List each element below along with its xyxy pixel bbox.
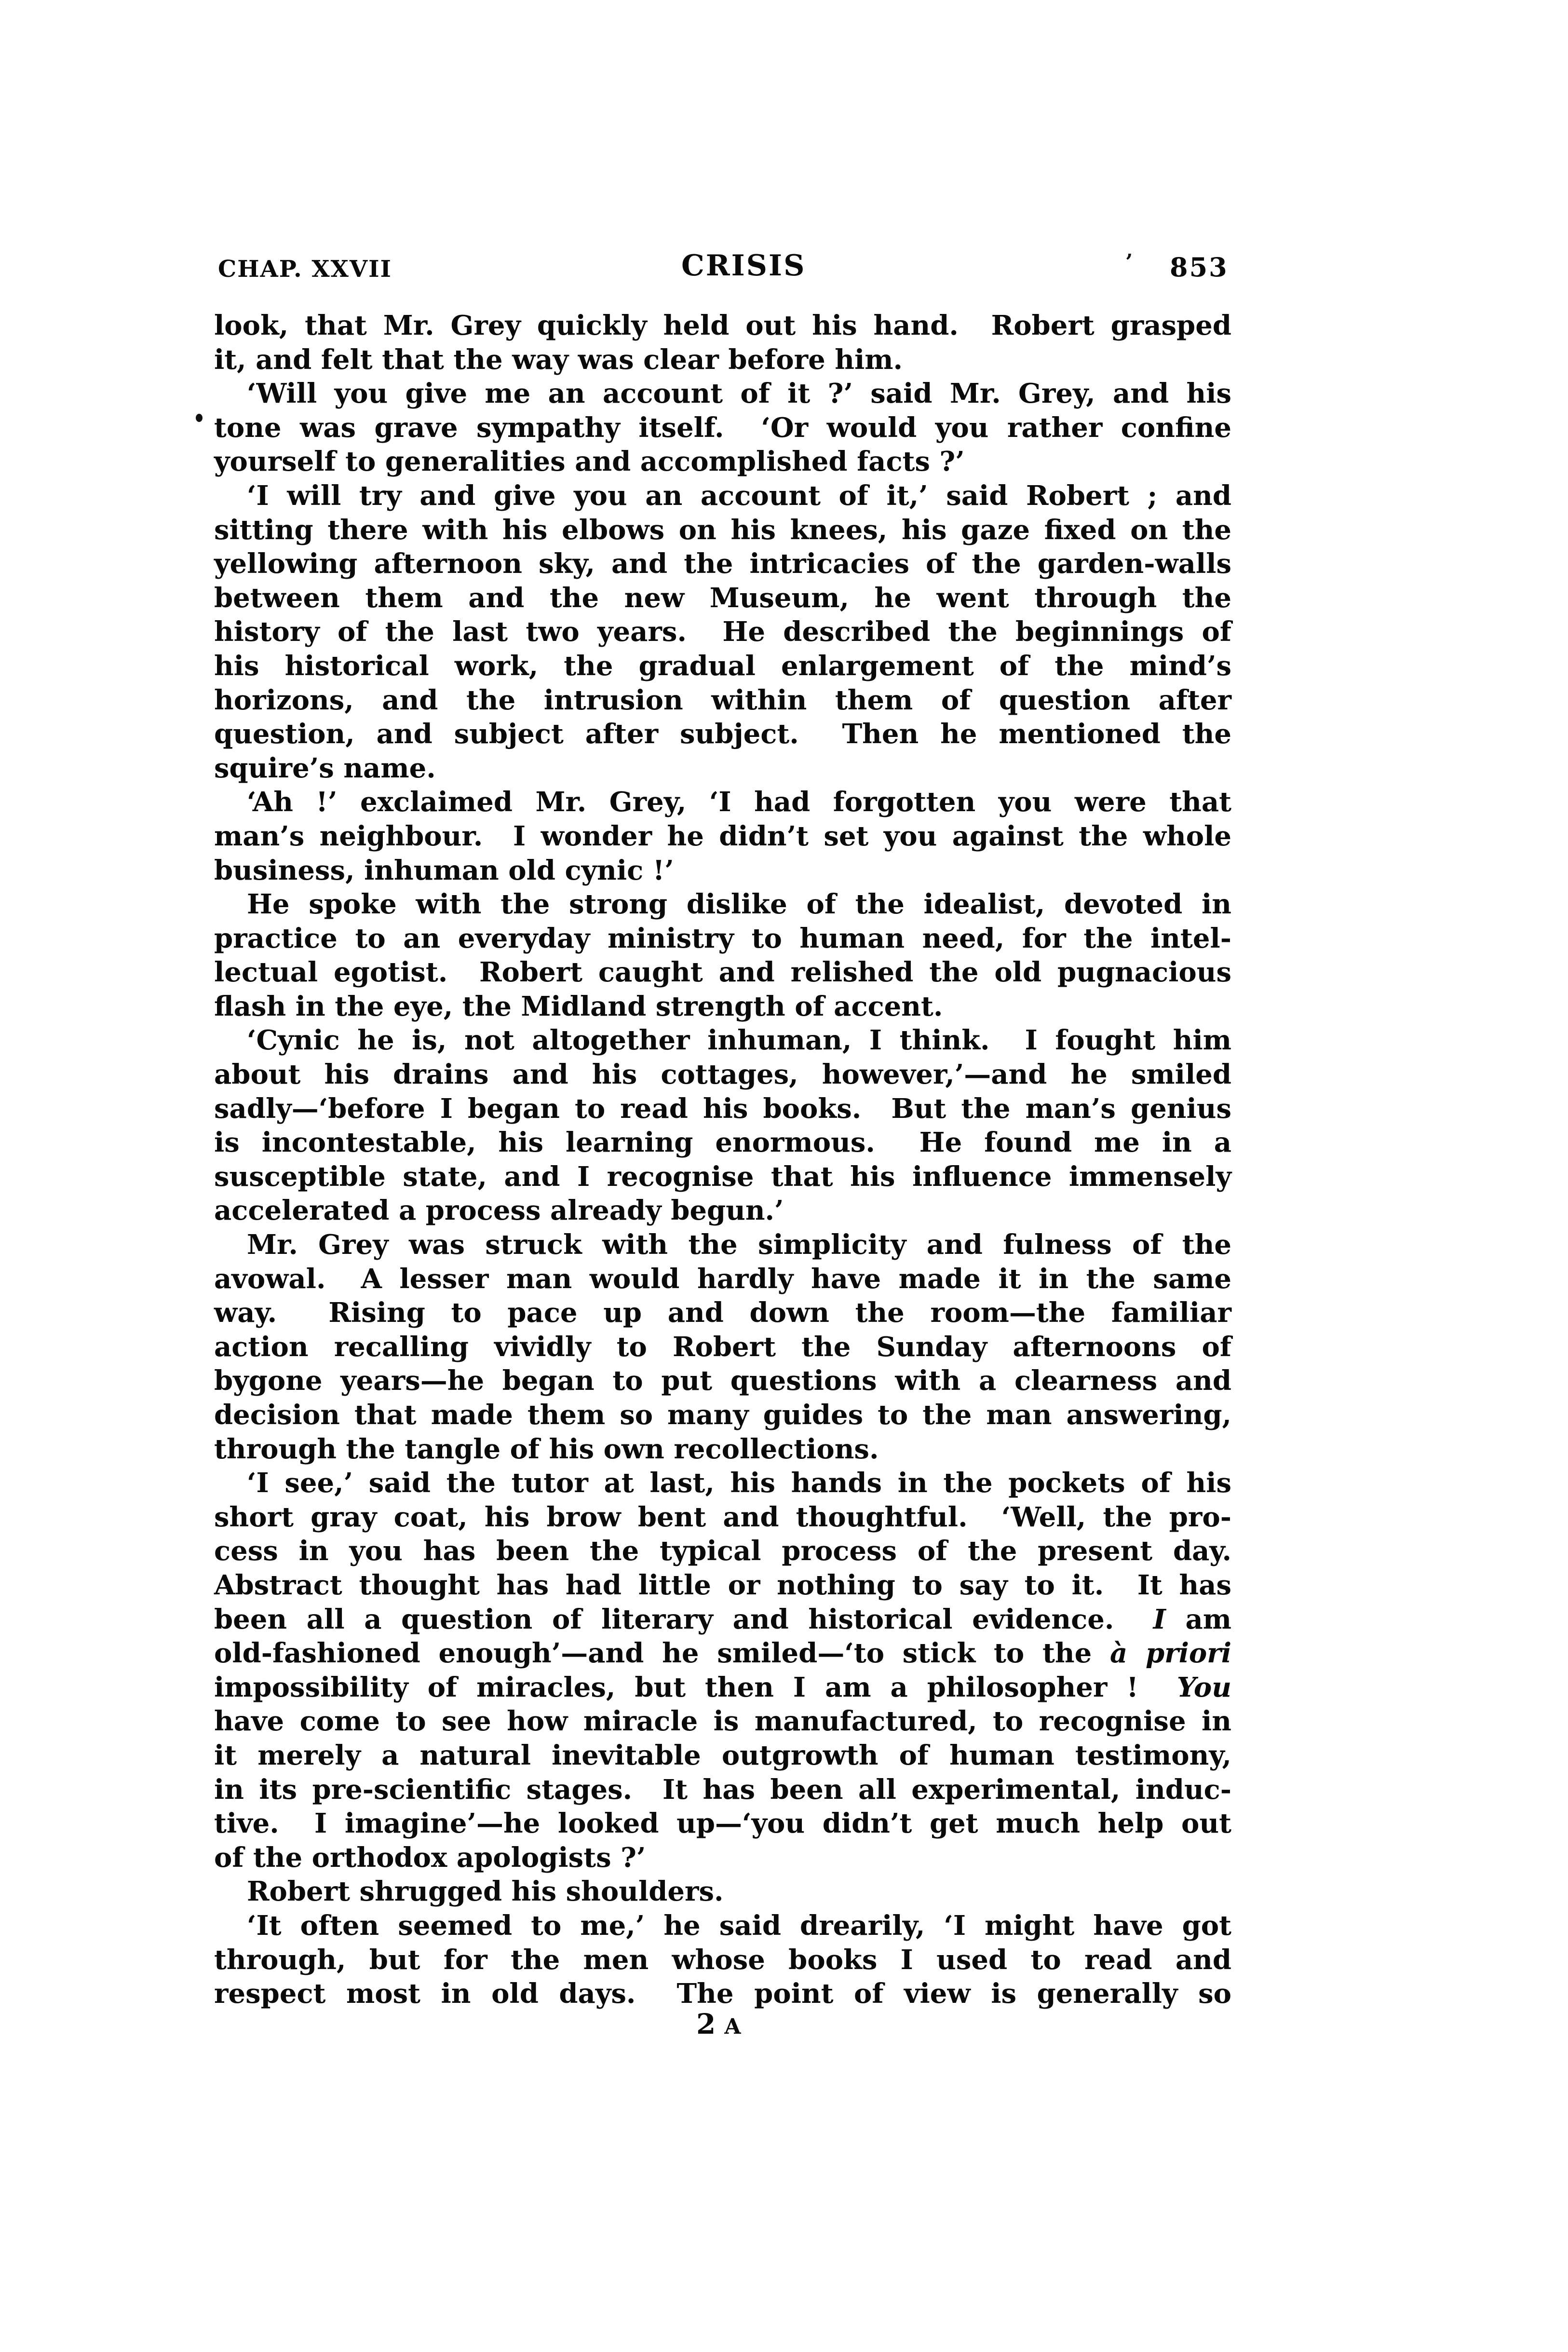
text-segment: through, but for the men whose books I used to read and: [214, 1944, 1231, 1976]
text-line: [214, 1058, 1231, 1092]
text-segment: about his drains and his cottages, however,’—and he smiled: [214, 1059, 1231, 1091]
text-line: [214, 649, 1231, 683]
text-line: [214, 1977, 1231, 2011]
text-line: [214, 1262, 1231, 1296]
text-segment: action recalling vividly to Robert the Sunday afternoons of: [214, 1331, 1231, 1363]
text-segment: practice to an everyday ministry to human need, for the intel-: [214, 922, 1231, 954]
text-segment: way. Rising to pace up and down the room—the familiar: [214, 1297, 1231, 1329]
text-segment: man’s neighbour. I wonder he didn’t set you against the whole: [214, 820, 1231, 852]
text-segment: question, and subject after subject. Then he mentioned the: [214, 718, 1231, 750]
text-segment: between them and the new Museum, he went through the: [214, 582, 1231, 614]
text-line: [214, 309, 1231, 343]
text-segment-italic: You: [1176, 1671, 1231, 1703]
text-segment-italic: I: [1153, 1603, 1166, 1635]
text-segment: tive. I imagine’—he looked up—‘you didn’t get much help out: [214, 1808, 1231, 1840]
text-line: [214, 1092, 1231, 1126]
text-segment: ‘I see,’ said the tutor at last, his hands in the pockets of his: [247, 1467, 1231, 1499]
running-head-chapter: CHAP. XXVII: [218, 256, 392, 283]
text-line: [214, 513, 1231, 547]
text-segment: accelerated a process already begun.’: [214, 1195, 784, 1227]
text-segment: sitting there with his elbows on his knees, his gaze fixed on the: [214, 514, 1231, 546]
text-segment: through the tangle of his own recollections.: [214, 1433, 879, 1465]
text-line: [214, 1603, 1231, 1637]
text-segment: cess in you has been the typical process of the present day.: [214, 1535, 1231, 1567]
text-line: [214, 1534, 1231, 1568]
text-segment: ‘Ah !’ exclaimed Mr. Grey, ‘I had forgotten you were that: [247, 786, 1231, 818]
text-segment: been all a question of literary and historical evidence.: [214, 1603, 1153, 1635]
text-segment: have come to see how miracle is manufactured, to recognise in: [214, 1705, 1231, 1738]
text-line: [214, 717, 1231, 751]
text-segment: his historical work, the gradual enlargement of the mind’s: [214, 650, 1231, 682]
page-number: 853: [1170, 252, 1229, 283]
text-line: [214, 990, 1231, 1024]
text-line: [214, 1773, 1231, 1807]
text-segment: business, inhuman old cynic !’: [214, 854, 674, 886]
text-line: [214, 1704, 1231, 1739]
text-line: [214, 547, 1231, 581]
text-segment: decision that made them so many guides to the man answering,: [214, 1399, 1231, 1431]
text-line: [214, 1875, 1231, 1909]
text-segment: Abstract thought has had little or nothing to say to it. It has: [214, 1569, 1231, 1601]
text-segment: ‘Will you give me an account of it ?’ said Mr. Grey, and his: [247, 378, 1231, 410]
text-line: [214, 445, 1231, 479]
text-line: [214, 1330, 1231, 1364]
stray-ink-dot-left-margin: [196, 414, 203, 422]
printer-signature-number: 2: [696, 2008, 716, 2040]
text-segment: susceptible state, and I recognise that his influence immensely: [214, 1160, 1231, 1193]
stray-quote-mark-header: ’: [1125, 250, 1133, 274]
text-line: [214, 411, 1231, 445]
text-line: [214, 1943, 1231, 1977]
text-line: [214, 343, 1231, 377]
text-line: [214, 1023, 1231, 1058]
text-segment: ‘I will try and give you an account of it,’ said Robert ; and: [247, 479, 1231, 512]
text-line: [214, 1194, 1231, 1228]
text-segment: it, and felt that the way was clear before him.: [214, 343, 903, 376]
text-line: [214, 1909, 1231, 1943]
text-segment: old-fashioned enough’—and he smiled—‘to stick to the: [214, 1637, 1110, 1670]
text-line: [214, 683, 1231, 718]
text-segment: He spoke with the strong dislike of the idealist, devoted in: [247, 888, 1231, 921]
running-head-title: CRISIS: [681, 249, 806, 283]
text-line: [214, 1466, 1231, 1500]
text-line: [214, 1671, 1231, 1705]
text-line: [214, 887, 1231, 922]
page-text-block: [214, 309, 1231, 2011]
text-segment: tone was grave sympathy itself. ‘Or would you rather confine: [214, 411, 1231, 444]
text-segment: flash in the eye, the Midland strength of accent.: [214, 990, 943, 1022]
text-line: [214, 1296, 1231, 1330]
text-line: [214, 1841, 1231, 1875]
text-segment-italic: à priori: [1109, 1637, 1232, 1670]
text-segment: short gray coat, his brow bent and thoughtful. ‘Well, the pro-: [214, 1501, 1231, 1533]
text-segment: history of the last two years. He described the beginnings of: [214, 616, 1231, 648]
text-segment: Robert shrugged his shoulders.: [247, 1876, 724, 1908]
text-line: [214, 854, 1231, 888]
text-segment: horizons, and the intrusion within them of question after: [214, 684, 1231, 716]
text-segment: look, that Mr. Grey quickly held out his hand. Robert grasped: [214, 310, 1231, 341]
text-segment: respect most in old days. The point of view is generally so: [214, 1978, 1231, 2010]
text-segment: yourself to generalities and accomplished facts ?’: [214, 446, 965, 478]
text-line: [214, 1160, 1231, 1194]
text-line: [214, 922, 1231, 956]
text-line: [214, 377, 1231, 411]
text-line: [214, 819, 1231, 854]
text-segment: avowal. A lesser man would hardly have made it in the same: [214, 1263, 1231, 1295]
text-segment: am: [1165, 1603, 1231, 1635]
text-segment: squire’s name.: [214, 752, 436, 784]
text-line: [214, 1398, 1231, 1432]
text-segment: bygone years—he began to put questions with a clearness and: [214, 1365, 1231, 1397]
text-segment: ‘Cynic he is, not altogether inhuman, I think. I fought him: [247, 1024, 1231, 1057]
text-line: [214, 1807, 1231, 1841]
text-segment: ‘It often seemed to me,’ he said drearily, ‘I might have got: [247, 1909, 1231, 1942]
text-segment: yellowing afternoon sky, and the intricacies of the garden-walls: [214, 548, 1231, 580]
text-segment: Mr. Grey was struck with the simplicity and fulness of the: [247, 1229, 1231, 1261]
text-segment: impossibility of miracles, but then I am a philosopher !: [214, 1671, 1177, 1703]
printer-signature: [696, 2010, 741, 2038]
text-line: [214, 1432, 1231, 1467]
text-segment: is incontestable, his learning enormous. He found me in a: [214, 1127, 1231, 1159]
text-line: [214, 479, 1231, 513]
text-line: [214, 615, 1231, 649]
text-segment: of the orthodox apologists ?’: [214, 1841, 646, 1874]
text-line: [214, 1364, 1231, 1398]
text-line: [214, 1500, 1231, 1535]
text-segment: sadly—‘before I began to read his books. But the man’s genius: [214, 1092, 1231, 1125]
text-line: [214, 1636, 1231, 1671]
text-segment: it merely a natural inevitable outgrowth of human testimony,: [214, 1739, 1231, 1771]
text-line: [214, 955, 1231, 990]
text-line: [214, 1568, 1231, 1603]
text-line: [214, 1739, 1231, 1773]
text-line: [214, 1126, 1231, 1160]
text-segment: lectual egotist. Robert caught and relished the old pugnacious: [214, 956, 1231, 989]
text-line: [214, 581, 1231, 615]
text-line: [214, 1228, 1231, 1262]
printer-signature-letter: A: [724, 2014, 741, 2039]
text-line: [214, 785, 1231, 819]
text-line: [214, 751, 1231, 786]
text-segment: in its pre-scientific stages. It has been all experimental, induc-: [214, 1773, 1231, 1806]
